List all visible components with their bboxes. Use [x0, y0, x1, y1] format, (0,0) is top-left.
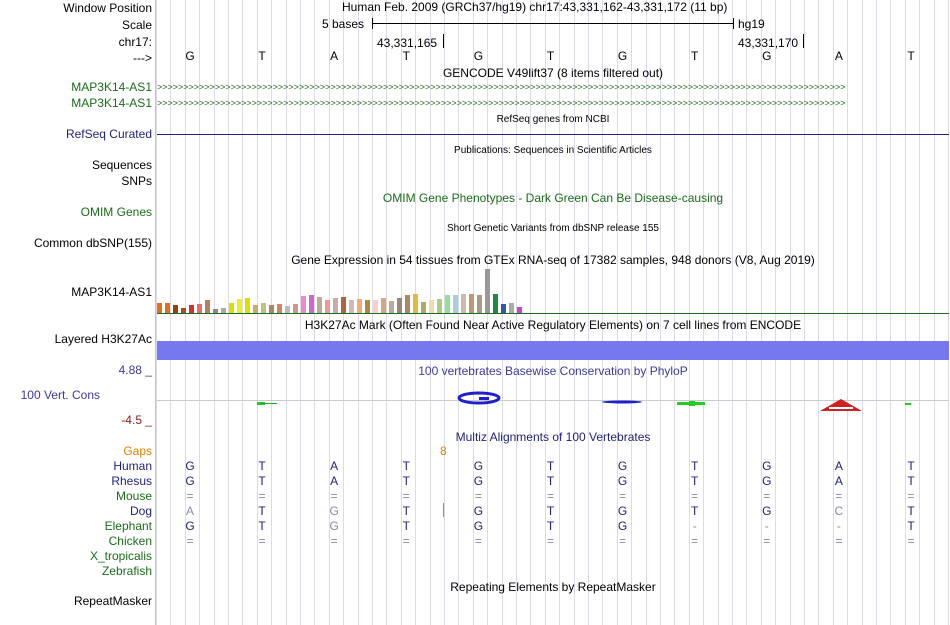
aligned-base: -: [692, 519, 697, 533]
gtex-bar-chart[interactable]: [157, 268, 949, 314]
aligned-base: T: [691, 504, 699, 518]
multiz-track-title[interactable]: Multiz Alignments of 100 Vertebrates: [455, 430, 651, 444]
aligned-base: T: [258, 519, 266, 533]
aligned-base: =: [619, 534, 627, 548]
gtex-bar[interactable]: [429, 300, 434, 313]
aligned-base: T: [907, 459, 915, 473]
aligned-base: A: [330, 459, 339, 473]
aligned-base: G: [617, 519, 628, 533]
gtex-bar[interactable]: [453, 295, 458, 313]
refseq-track-title[interactable]: RefSeq genes from NCBI: [496, 114, 610, 125]
phylop-track-title[interactable]: 100 vertebrates Basewise Conservation by PhyloP: [418, 364, 688, 378]
base-letter: A: [834, 49, 843, 63]
aligned-base: T: [907, 519, 915, 533]
gtex-bar[interactable]: [461, 294, 466, 313]
dbsnp-track-label[interactable]: Common dbSNP(155): [33, 236, 152, 250]
aligned-base: A: [834, 459, 843, 473]
aligned-base: T: [258, 474, 266, 488]
scale-bar: [372, 23, 734, 24]
aligned-base: T: [402, 504, 410, 518]
base-letter: G: [473, 49, 484, 63]
coord-right: 43,331,170: [738, 36, 799, 50]
aligned-base: =: [907, 489, 915, 503]
species-label[interactable]: Zebrafish: [101, 564, 152, 578]
gtex-bar[interactable]: [469, 294, 474, 313]
aligned-base: =: [619, 489, 627, 503]
gencode-item-label[interactable]: MAP3K14-AS1: [71, 80, 152, 94]
gtex-bar[interactable]: [205, 300, 210, 313]
species-label[interactable]: Chicken: [108, 534, 152, 548]
species-label[interactable]: Mouse: [115, 489, 152, 503]
aligned-base: G: [329, 519, 339, 533]
phylop-max-label: 4.88 _: [118, 363, 152, 377]
gencode-transcript[interactable]: >>>>>>>>>>>>>>>>>>>>>>>>>>>>>>>>>>>>>>>>>>>>>>>>>>>>>>>>>>>>>>>>>>>>>>>>>>>>>>>>>>>>>>>>>>>>>>>>>>>>>>>>>>>>>>>>>>>>>>>>>>>>>>>>>>>: [157, 82, 846, 92]
aligned-base: T: [402, 459, 410, 473]
scale-bar-tick-right: [733, 18, 734, 29]
aligned-base: =: [402, 534, 410, 548]
gtex-bar[interactable]: [197, 304, 202, 313]
h3k27ac-track-title[interactable]: H3K27Ac Mark (Often Found Near Active Regulatory Elements) on 7 cell lines from ENCODE: [304, 318, 802, 332]
aligned-base: =: [474, 534, 482, 548]
gtex-bar[interactable]: [437, 299, 442, 313]
aligned-base: C: [834, 504, 844, 518]
gtex-bar[interactable]: [229, 303, 234, 313]
base-letter: T: [907, 49, 915, 63]
h3k27ac-signal[interactable]: [157, 341, 949, 360]
track-label-column: [0, 0, 155, 625]
repeatmasker-track-title[interactable]: Repeating Elements by RepeatMasker: [450, 580, 656, 594]
gencode-transcript[interactable]: >>>>>>>>>>>>>>>>>>>>>>>>>>>>>>>>>>>>>>>>>>>>>>>>>>>>>>>>>>>>>>>>>>>>>>>>>>>>>>>>>>>>>>>>>>>>>>>>>>>>>>>>>>>>>>>>>>>>>>>>>>>>>>>>>>>: [157, 98, 846, 108]
aligned-base: =: [258, 489, 266, 503]
gtex-bar[interactable]: [269, 305, 274, 313]
species-label[interactable]: X_tropicalis: [89, 549, 152, 563]
gtex-bar[interactable]: [349, 300, 354, 313]
aligned-base: =: [258, 534, 266, 548]
base-letter: G: [185, 49, 195, 63]
aligned-base: =: [474, 489, 482, 503]
aligned-base: =: [691, 534, 699, 548]
gtex-bar[interactable]: [309, 295, 314, 313]
gtex-baseline: [157, 313, 949, 314]
gaps-label: Gaps: [123, 444, 152, 458]
aligned-base: T: [546, 519, 555, 533]
aligned-base: =: [835, 534, 843, 548]
aligned-base: =: [546, 489, 554, 503]
aligned-base: T: [258, 504, 266, 518]
base-letter: G: [762, 49, 772, 63]
scale-bar-tick-left: [372, 18, 373, 29]
aligned-base: =: [763, 534, 771, 548]
gtex-bar[interactable]: [477, 295, 482, 313]
chrom-label: chr17:: [118, 35, 152, 49]
base-letter: A: [330, 49, 339, 63]
gtex-bar[interactable]: [165, 303, 170, 313]
gtex-bar[interactable]: [317, 297, 322, 313]
aligned-base: =: [186, 489, 194, 503]
aligned-base: T: [546, 474, 555, 488]
gtex-bar[interactable]: [421, 302, 426, 313]
gencode-item-label[interactable]: MAP3K14-AS1: [71, 96, 152, 110]
species-label[interactable]: Human: [113, 459, 152, 473]
gtex-bar[interactable]: [261, 303, 266, 313]
aligned-base: T: [258, 459, 266, 473]
gtex-track-label[interactable]: MAP3K14-AS1: [71, 285, 152, 299]
gtex-bar[interactable]: [357, 299, 362, 313]
aligned-base: G: [185, 474, 195, 488]
aligned-base: =: [186, 534, 194, 548]
repeatmasker-track-label[interactable]: RepeatMasker: [73, 594, 152, 608]
aligned-base: A: [185, 504, 194, 518]
aligned-base: G: [185, 519, 195, 533]
aligned-base: -: [836, 519, 841, 533]
scale-label: Scale: [121, 18, 152, 32]
gtex-bar[interactable]: [253, 305, 258, 313]
gtex-bar[interactable]: [341, 297, 346, 313]
dbsnp-track-title[interactable]: Short Genetic Variants from dbSNP release 155: [447, 223, 659, 234]
coord-left-tick: [443, 34, 444, 48]
aligned-base: G: [617, 459, 628, 473]
aligned-base: =: [402, 489, 410, 503]
strand-label: --->: [133, 51, 152, 65]
window-position-label: Window Position: [63, 1, 152, 15]
gtex-bar[interactable]: [389, 301, 394, 313]
aligned-base: T: [546, 459, 555, 473]
gap-count: 8: [440, 444, 447, 458]
base-letter: T: [546, 49, 555, 63]
gtex-bar[interactable]: [245, 298, 250, 313]
gtex-bar[interactable]: [405, 295, 410, 313]
gtex-bar[interactable]: [237, 299, 242, 313]
gtex-bar[interactable]: [373, 300, 378, 313]
base-letter: G: [617, 49, 628, 63]
gtex-bar[interactable]: [285, 306, 290, 313]
refseq-gene-line[interactable]: [157, 134, 949, 135]
gtex-bar[interactable]: [413, 294, 418, 313]
gtex-bar[interactable]: [189, 305, 194, 313]
aligned-base: =: [763, 489, 771, 503]
aligned-base: T: [907, 474, 915, 488]
base-letter: T: [691, 49, 699, 63]
scale-db-text: hg19: [738, 17, 765, 31]
aligned-base: =: [907, 534, 915, 548]
gtex-bar[interactable]: [157, 303, 162, 313]
gtex-bar[interactable]: [493, 294, 498, 313]
aligned-base: G: [762, 504, 772, 518]
gtex-bar[interactable]: [501, 304, 506, 313]
base-letter: T: [402, 49, 410, 63]
gtex-bar[interactable]: [509, 303, 514, 313]
aligned-base: T: [402, 474, 410, 488]
aligned-base: G: [473, 474, 484, 488]
phylop-logo[interactable]: [157, 385, 949, 415]
aligned-base: T: [546, 504, 555, 518]
omim-track-label[interactable]: OMIM Genes: [80, 205, 152, 219]
pubs-sequences-label[interactable]: Sequences: [91, 158, 152, 172]
gtex-bar[interactable]: [381, 298, 386, 313]
species-label[interactable]: Elephant: [104, 519, 152, 533]
phylop-track-label[interactable]: 100 Vert. Cons: [20, 388, 100, 402]
gtex-bar[interactable]: [485, 269, 490, 313]
aligned-base: -: [764, 519, 769, 533]
assembly-position-text: Human Feb. 2009 (GRCh37/hg19) chr17:43,331,162-43,331,172 (11 bp): [342, 0, 728, 14]
coord-right-tick: [803, 34, 804, 48]
gtex-bar[interactable]: [325, 300, 330, 313]
aligned-base: T: [691, 474, 699, 488]
aligned-base: =: [330, 534, 338, 548]
base-letter: T: [258, 49, 266, 63]
gtex-bar[interactable]: [277, 304, 282, 313]
gtex-track-title[interactable]: Gene Expression in 54 tissues from GTEx RNA-seq of 17382 samples, 948 donors (V8, Aug 2019): [291, 253, 815, 267]
dog-insertion-mark: [443, 503, 444, 517]
species-label[interactable]: Rhesus: [111, 474, 152, 488]
aligned-base: G: [329, 504, 339, 518]
coord-left: 43,331,165: [377, 36, 438, 50]
gtex-bar[interactable]: [301, 296, 306, 313]
h3k27ac-track-label[interactable]: Layered H3K27Ac: [54, 332, 152, 346]
aligned-base: =: [330, 489, 338, 503]
pubs-snps-label[interactable]: SNPs: [121, 174, 152, 188]
aligned-base: G: [617, 474, 628, 488]
aligned-base: G: [473, 504, 484, 518]
aligned-base: =: [835, 489, 843, 503]
aligned-base: G: [762, 459, 772, 473]
aligned-base: G: [473, 459, 484, 473]
pubs-track-title[interactable]: Publications: Sequences in Scientific Articles: [454, 145, 652, 156]
gtex-bar[interactable]: [293, 304, 298, 313]
aligned-base: T: [402, 519, 410, 533]
aligned-base: =: [546, 534, 554, 548]
phylop-min-label: -4.5 _: [121, 413, 152, 427]
gencode-track-title[interactable]: GENCODE V49lift37 (8 items filtered out): [442, 66, 664, 80]
aligned-base: T: [691, 459, 699, 473]
aligned-base: =: [691, 489, 699, 503]
gtex-bar[interactable]: [445, 295, 450, 313]
aligned-base: A: [330, 474, 339, 488]
omim-track-title[interactable]: OMIM Gene Phenotypes - Dark Green Can Be Disease-causing: [382, 191, 724, 205]
aligned-base: G: [185, 459, 195, 473]
gtex-bar[interactable]: [397, 298, 402, 313]
aligned-base: T: [907, 504, 915, 518]
gtex-bar[interactable]: [173, 305, 178, 313]
gtex-bar[interactable]: [333, 298, 338, 313]
aligned-base: G: [617, 504, 628, 518]
aligned-base: G: [473, 519, 484, 533]
aligned-base: G: [762, 474, 772, 488]
gtex-bar[interactable]: [365, 300, 370, 313]
refseq-track-label[interactable]: RefSeq Curated: [65, 127, 152, 141]
species-label[interactable]: Dog: [129, 504, 152, 518]
aligned-base: A: [834, 474, 843, 488]
scale-bar-text: 5 bases: [322, 17, 365, 31]
